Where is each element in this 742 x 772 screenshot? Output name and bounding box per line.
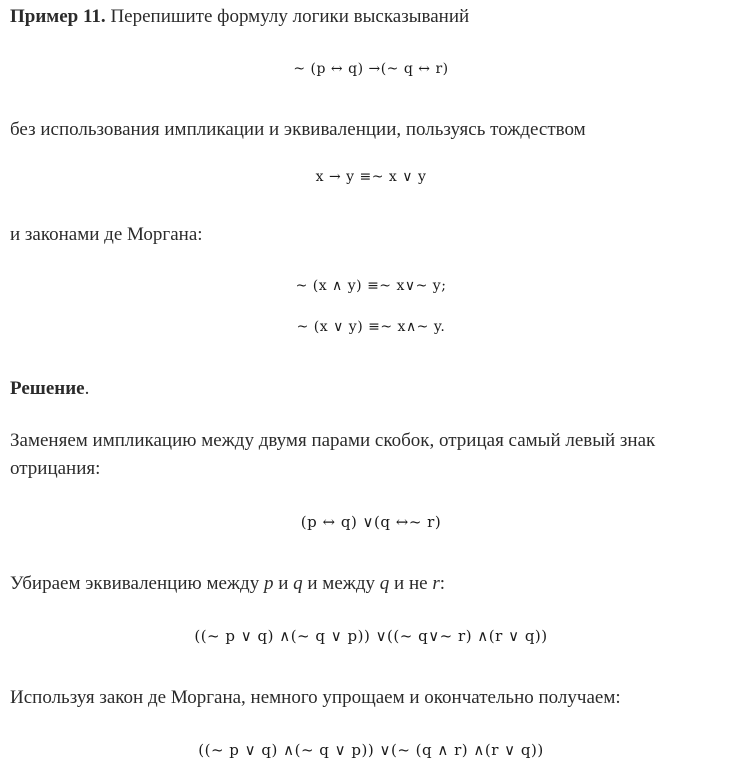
colon-text: : — [439, 573, 446, 594]
var-q-1: q — [293, 573, 303, 594]
text-and-morgan: и законами де Моргана: — [10, 224, 203, 245]
solution-dot: . — [84, 378, 90, 399]
var-q-2: q — [379, 573, 390, 594]
solution-heading — [10, 375, 89, 403]
text-without-implication: без использования импликации и эквиваленции, пользуясь тождеством — [10, 119, 586, 140]
var-p: p — [263, 573, 274, 594]
formula-original: ~ (p ↔ q) →(~ q ↔ r) — [293, 61, 449, 77]
example-heading — [10, 3, 469, 31]
formula-identity: x → y ≡~ x ∨ y — [315, 169, 427, 185]
solution-label: Решение — [10, 378, 85, 399]
formula-step-1: (p ↔ q) ∨(q ↔~ r) — [300, 513, 442, 531]
and-not-text: и не — [389, 573, 433, 594]
example-label: Пример 11. — [10, 6, 106, 27]
example-intro: Перепишите формулу логики высказываний — [105, 6, 470, 27]
formula-morgan-2: ~ (x ∨ y) ≡~ x∧~ y. — [296, 319, 446, 335]
text-replace-implication: Заменяем импликацию между двумя парами скобок, отрицая самый левый знак отрицания: — [10, 430, 656, 479]
formula-step-2: ((~ p ∨ q) ∧(~ q ∨ p)) ∨((~ q∨~ r) ∧(r ∨ q)) — [194, 627, 548, 645]
and-text-1: и — [273, 573, 294, 594]
formula-result: ((~ p ∨ q) ∧(~ q ∨ p)) ∨(~ (q ∧ r) ∧(r ∨ q)) — [198, 741, 544, 759]
var-r: r — [432, 573, 440, 594]
remove-text-a: Убираем эквиваленцию между — [10, 573, 264, 594]
formula-morgan-1: ~ (x ∧ y) ≡~ x∨~ y; — [295, 278, 447, 294]
text-remove-equivalence — [10, 570, 445, 598]
remove-text-b: и между — [302, 573, 380, 594]
text-using-morgan: Используя закон де Моргана, немного упрощаем и окончательно получаем: — [10, 687, 621, 708]
